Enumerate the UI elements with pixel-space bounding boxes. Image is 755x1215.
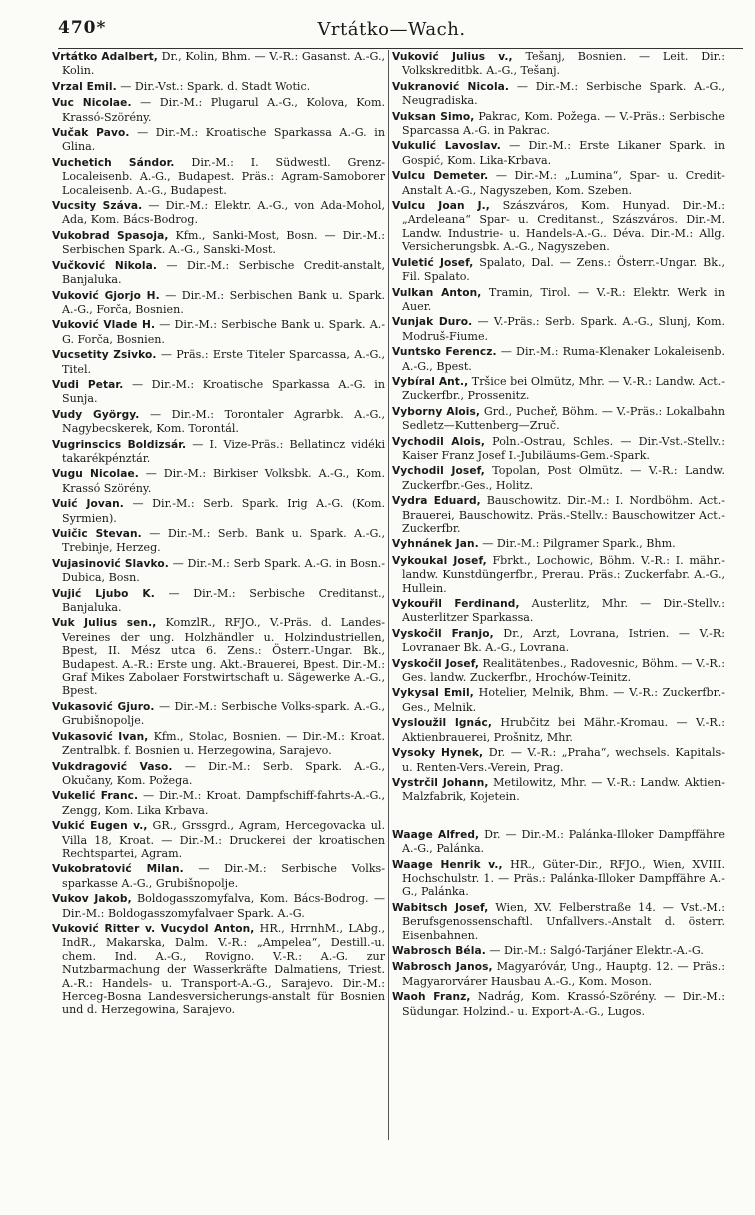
entry-name: Vychodil Alois, — [392, 435, 485, 448]
entry-name: Vulcu Joan J., — [392, 200, 490, 213]
directory-entry — [392, 464, 725, 492]
directory-entry — [52, 96, 385, 124]
directory-entry — [392, 50, 725, 78]
directory-entry — [392, 776, 725, 804]
entry-text: — I. Vize-Präs.: Bellatincz vidéki takarékpénztár. — [62, 437, 385, 465]
section-gap — [392, 806, 725, 828]
entry-name: Vugu Nicolae. — [52, 468, 139, 481]
entry-name: Vucsity Száva. — [52, 200, 143, 213]
directory-entry — [392, 435, 725, 463]
entry-text: Tršice bei Olmütz, Mhr. — V.-R.: Landw. Act.-Zuckerfbr., Prossenitz. — [402, 374, 725, 403]
directory-entry — [52, 438, 385, 466]
entry-name: Vukranović Nicola. — [392, 80, 510, 93]
entry-text: Tešanj, Bosnien. — Leit. Dir.: Volkskreditbk. A.-G., Tešanj. — [402, 50, 725, 78]
entry-name: Vysoky Hynek, — [392, 747, 484, 760]
directory-entry — [392, 286, 725, 314]
directory-entry — [52, 922, 385, 1017]
directory-entry — [52, 892, 385, 920]
directory-entry — [392, 80, 725, 108]
entry-name: Vukić Eugen v., — [52, 820, 148, 833]
entry-name: Vujić Ljubo K. — [52, 587, 155, 600]
directory-entry — [392, 828, 725, 856]
directory-entry — [52, 50, 385, 78]
entry-text: — Dir.-M.: Pilgramer Spark., Bhm. — [478, 537, 676, 551]
directory-entry — [52, 378, 385, 406]
entry-name: Waage Alfred, — [392, 828, 480, 841]
entry-name: Vuntsko Ferencz. — [392, 346, 497, 359]
entry-name: Wabrosch Janos, — [392, 961, 493, 974]
entry-name: Vuičic Stevan. — [52, 528, 142, 540]
entry-text: Realitätenbes., Radovesnic, Böhm. — V.-R.: Ges. landw. Zuckerfbr., Hrochów-Teinitz. — [402, 656, 725, 685]
directory-entry — [392, 901, 725, 942]
entry-name: Vuković Vlade H. — [52, 319, 156, 332]
entry-text: Pakrac, Kom. Požega. — V.-Präs.: Serbische Sparcassa A.-G. in Pakrac. — [402, 109, 725, 138]
entry-text: — Dir.-M.: Kroatische Sparkassa A.-G. in Sunja. — [62, 377, 385, 406]
entry-text: — Dir.-M.: Serbische Volks-spark. A.-G., Grubišnopolje. — [62, 699, 385, 728]
entry-name: Vulcu Demeter. — [392, 170, 489, 183]
entry-name: Vydra Eduard, — [392, 495, 481, 508]
entry-name: Vychodil Josef, — [392, 465, 485, 478]
entry-text: — Dir.-M.: Serb. Spark. Irig A.-G. (Kom. Syrmien). — [62, 497, 385, 525]
directory-entry — [52, 527, 385, 555]
entry-text: — Dir.-M.: Serb. Bank u. Spark. A.-G., Trebinje, Herzeg. — [62, 527, 385, 555]
directory-entry — [392, 716, 725, 744]
directory-entry — [392, 657, 725, 685]
entry-name: Vučković Nikola. — [52, 259, 157, 272]
entry-text: — Dir.-M.: Plugarul A.-G., Kolova, Kom. Krassó-Szörény. — [62, 96, 385, 124]
entry-text: Dr., Kolin, Bhm. — V.-R.: Gasanst. A.-G., Kolin. — [62, 50, 385, 78]
left-column — [52, 50, 385, 1205]
entry-text: Bauschowitz. Dir.-M.: I. Nordböhm. Act.-Brauerei, Bauschowitz. Präs.-Stellv.: Bauschowitzer Act.-Zuckerfbr. — [402, 494, 725, 535]
two-column-body — [52, 50, 742, 1205]
entry-text: Hrubčitz bei Mähr.-Kromau. — V.-R.: Aktienbrauerei, Prošnitz, Mhr. — [402, 716, 725, 744]
entry-name: Vyhnánek Jan. — [392, 538, 479, 551]
directory-entry — [52, 819, 385, 860]
entry-name: Vykouřil Ferdinand, — [392, 598, 520, 611]
right-w-entries — [392, 828, 725, 1018]
entry-name: Vulkan Anton, — [392, 286, 482, 299]
running-title: Vrtátko—Wach. — [317, 19, 466, 40]
entry-name: Vuković Gjorjo H. — [52, 289, 160, 302]
directory-entry — [392, 256, 725, 284]
directory-entry — [52, 348, 385, 376]
directory-entry — [392, 169, 725, 197]
entry-text: — V.-Präs.: Serb. Spark. A.-G., Slunj, Kom. Modruš-Fiume. — [402, 315, 725, 343]
entry-text: — Dir.-M.: Serbische Credit-anstalt, Banjaluka. — [62, 258, 385, 287]
directory-entry — [52, 289, 385, 317]
entry-name: Vucsetity Zsivko. — [52, 349, 157, 362]
entry-text: GR., Grssgrd., Agram, Hercegovacka ul. Villa 18, Kroat. — Dir.-M.: Druckerei der kroatischen Rechtspartei, Agram. — [62, 819, 385, 860]
entry-name: Vuletić Josef, — [392, 256, 474, 269]
entry-text: — Dir.-M.: Birkiser Volksbk. A.-G., Kom. Krassó Szörény. — [62, 467, 385, 495]
directory-entry — [52, 318, 385, 346]
entry-text: — Dir.-M.: Serb Spark. A.-G. in Bosn.-Dubica, Bosn. — [62, 556, 385, 585]
directory-entry — [392, 990, 725, 1018]
entry-text: Metilowitz, Mhr. — V.-R.: Landw. Aktien-Malzfabrik, Kojetein. — [402, 775, 725, 804]
directory-entry — [392, 746, 725, 774]
directory-entry — [52, 199, 385, 227]
directory-entry — [392, 597, 725, 625]
directory-entry — [392, 375, 725, 403]
directory-entry — [392, 139, 725, 167]
directory-entry — [52, 789, 385, 817]
directory-entry — [52, 229, 385, 257]
entry-text: — Dir.-M.: Serbische Volks-sparkasse A.-G., Grubišnopolje. — [62, 862, 385, 890]
entry-name: Waage Henrik v., — [392, 858, 503, 871]
entry-text: Fbrkt., Lochowic, Böhm. V.-R.: I. mähr.-landw. Kunstdüngerfbr., Prerau. Präs.: Zuckerfabr. A.-G., Hullein. — [402, 553, 725, 595]
entry-text: — Dir.-M.: Serbische Creditanst., Banjaluka. — [62, 586, 385, 615]
entry-name: Wabitsch Josef, — [392, 901, 489, 914]
entry-name: Vučak Pavo. — [52, 127, 130, 140]
directory-entry — [392, 405, 725, 433]
entry-text: Wien, XV. Felberstraße 14. — Vst.-M.: Berufsgenossenschaftl. Unfallvers.-Anstalt d. österr. Eisenbahnen. — [402, 900, 725, 942]
entry-text: — Dir.-M.: Serbischen Bank u. Spark. A.-G., Forča, Bosnien. — [62, 288, 385, 316]
directory-entry — [52, 80, 385, 94]
directory-entry — [52, 700, 385, 728]
entry-text: HR., Güter-Dir., RFJO., Wien, XVIII. Hochschulstr. 1. — Präs.: Palánka-Illoker Dampffähre A.-G., Palánka. — [402, 857, 725, 899]
column-divider — [388, 50, 389, 1140]
directory-entry — [392, 858, 725, 899]
entry-name: Vrzal Emil. — [52, 80, 117, 93]
directory-entry — [52, 616, 385, 697]
directory-entry — [392, 627, 725, 655]
entry-text: — Dir.-M.: Torontaler Agrarbk. A.-G., Nagybecskerek, Kom. Torontál. — [62, 407, 385, 436]
entry-name: Vuchetich Sándor. — [52, 156, 175, 169]
entry-name: Vyskočil Josef, — [392, 657, 479, 670]
directory-entry — [392, 494, 725, 535]
entry-name: Vyborny Alois, — [392, 405, 481, 418]
entry-name: Vukelić Franc. — [52, 790, 139, 803]
directory-entry — [392, 199, 725, 254]
entry-name: Vukasović Ivan, — [52, 730, 149, 743]
entry-name: Vykoukal Josef, — [392, 554, 487, 567]
entry-text: — Dir.-M.: Erste Likaner Spark. in Gospić, Kom. Lika-Krbava. — [402, 139, 725, 167]
entry-text: Kfm., Sanki-Most, Bosn. — Dir.-M.: Serbischen Spark. A.-G., Sanski-Most. — [62, 228, 385, 257]
entry-text: — Dir.-M.: Serbische Spark. A.-G., Neugradiska. — [402, 79, 725, 108]
entry-text: — Dir.-M.: Salgó-Tarjáner Elektr.-A.-G. — [485, 943, 704, 957]
right-v-entries — [392, 50, 725, 804]
page-header — [40, 12, 743, 46]
entry-name: Vuksan Simo, — [392, 110, 475, 123]
entry-name: Vrtátko Adalbert, — [52, 51, 158, 63]
entry-text: Topolan, Post Olmütz. — V.-R.: Landw. Zuckerfbr.-Ges., Holitz. — [402, 464, 725, 492]
entry-text: Hotelier, Melnik, Bhm. — V.-R.: Zuckerfbr.-Ges., Melnik. — [402, 686, 725, 714]
entry-name: Vugrinscics Boldizsár. — [52, 438, 187, 451]
directory-entry — [392, 315, 725, 343]
entry-name: Vukobratović Milan. — [52, 863, 184, 876]
entry-name: Vuić Jovan. — [52, 498, 124, 511]
entry-text: — Dir.-M.: Kroat. Dampfschiff-fahrts-A.-G., Zengg, Kom. Lika Krbava. — [62, 789, 385, 817]
entry-text: Spalato, Dal. — Zens.: Österr.-Ungar. Bk., Fil. Spalato. — [402, 255, 725, 284]
entry-name: Vukulić Lavoslav. — [392, 140, 501, 153]
directory-entry — [52, 730, 385, 758]
entry-text: — Dir.-M.: Serb. Spark. A.-G., Okučany, Kom. Požega. — [62, 759, 385, 787]
directory-entry — [52, 760, 385, 788]
entry-text: Dir.-M.: I. Südwestl. Grenz-Localeisenb. A.-G., Budapest. Präs.: Agram-Samoborer Localeisenb. A.-G., Budapest. — [62, 155, 385, 197]
directory-entry — [392, 944, 725, 958]
entry-name: Wabrosch Béla. — [392, 944, 486, 957]
entry-name: Vukasović Gjuro. — [52, 700, 155, 713]
entry-text: — Dir.-M.: Serbische Bank u. Spark. A.-G. Forča, Bosnien. — [62, 318, 385, 346]
entry-name: Vukobrad Spasoja, — [52, 229, 169, 242]
entry-name: Vukov Jakob, — [52, 893, 132, 906]
entry-name: Vyskočil Franjo, — [392, 627, 494, 640]
directory-entry — [392, 554, 725, 595]
directory-entry — [52, 557, 385, 585]
directory-entry — [392, 960, 725, 988]
entry-text: Kfm., Stolac, Bosnien. — Dir.-M.: Kroat. Zentralbk. f. Bosnien u. Herzegowina, Sarajevo. — [62, 729, 385, 758]
entry-text: — Präs.: Erste Titeler Sparcassa, A.-G., Titel. — [62, 348, 385, 376]
directory-entry — [52, 259, 385, 287]
directory-entry — [52, 408, 385, 436]
entry-text: HR., HrrnhM., LAbg., IndR., Makarska, Dalm. V.-R.: „Ampelea“, Destill.-u. chem. Ind. A.-G., Rovigno. V.-R.: A.-G. zur Nutzbarmachung der Wasserkräfte Dalmatiens, Triest. A.-R.: Handels- u. Transport-A.-G., Sarajevo. Dir.-M.: Herceg-Bosna Landesversicherungs-anstalt für Bosnien und d. Herzegowina, Sarajevo. — [62, 921, 385, 1017]
right-column — [392, 50, 725, 1205]
entry-text: Grd., Pucheř, Böhm. — V.-Präs.: Lokalbahn Sedletz—Kuttenberg—Zruč. — [402, 404, 725, 433]
directory-entry — [392, 345, 725, 373]
directory-entry — [52, 467, 385, 495]
entry-text: — Dir.-M.: Elektr. A.-G., von Ada-Mohol, Ada, Kom. Bács-Bodrog. — [62, 199, 385, 227]
directory-entry — [52, 587, 385, 615]
entry-text: Tramin, Tirol. — V.-R.: Elektr. Werk in Auer. — [402, 285, 725, 313]
entry-name: Vunjak Duro. — [392, 316, 473, 329]
directory-entry — [52, 862, 385, 890]
entry-text: Poln.-Ostrau, Schles. — Dir.-Vst.-Stellv.: Kaiser Franz Josef I.-Jubiläums-Gem.-Spark. — [402, 434, 725, 462]
entry-name: Vudi Petar. — [52, 378, 124, 391]
directory-entry — [392, 110, 725, 138]
entry-text: Boldogasszomyfalva, Kom. Bács-Bodrog. — Dir.-M.: Boldogasszomyfalvaer Spark. A.-G. — [62, 892, 385, 920]
entry-text: Dr. — V.-R.: „Praha“, wechsels. Kapitals- u. Renten-Vers.-Verein, Prag. — [402, 746, 725, 774]
entry-name: Vysloužil Ignác, — [392, 717, 492, 730]
entry-name: Vuković Julius v., — [392, 51, 513, 63]
entry-text: Nadrág, Kom. Krassó-Szörény. — Dir.-M.: Südungar. Holzind.- u. Export-A.-G., Lugos. — [402, 990, 725, 1018]
directory-entry — [52, 156, 385, 197]
page-number: 470* — [58, 18, 107, 38]
entry-text: Szászváros, Kom. Hunyad. Dir.-M.: „Ardeleana“ Spar- u. Creditanst., Szászváros. Dir.-M. Landw. Industrie- u. Handels-A.-G.. Déva. Dir.-M.: Allg. Versicherungsbk. A.-G., Nagyszeben. — [402, 199, 725, 254]
entry-name: Vuc Nicolae. — [52, 97, 132, 110]
entry-name: Vuk Julius sen., — [52, 617, 157, 630]
entry-text: Dr., Arzt, Lovrana, Istrien. — V.-R: Lovranaer Bk. A.-G., Lovrana. — [402, 626, 725, 655]
directory-entry — [52, 126, 385, 154]
header-rule — [58, 48, 743, 49]
entry-name: Vuković Ritter v. Vucydol Anton, — [52, 922, 255, 935]
entry-text: Dr. — Dir.-M.: Palánka-Illoker Dampffähre A.-G., Palánka. — [402, 827, 725, 856]
entry-name: Waoh Franz, — [392, 991, 471, 1004]
entry-text: — Dir.-M.: Ruma-Klenaker Lokaleisenb. A.-G., Bpest. — [402, 345, 725, 373]
entry-name: Vystrčil Johann, — [392, 776, 489, 789]
entry-text: KomzlR., RFJO., V.-Präs. d. Landes-Vereines der ung. Holzhändler u. Holzindustriellen, Bpest, II. Mész utca 6. Zens.: Österr.-Ungar. Bk., Budapest. A.-R.: Erste ung. Akt.-Brauerei, Bpest. Dir.-M.: Graf Mikes Zabolaer Forstwirtschaft u. Sägewerke A.-G., Bpest. — [62, 616, 385, 698]
entry-name: Vykysal Emil, — [392, 687, 474, 700]
entry-name: Vudy György. — [52, 408, 140, 421]
entry-name: Vukdragović Vaso. — [52, 760, 173, 773]
entry-text: — Dir.-M.: Kroatische Sparkassa A.-G. in Glina. — [62, 126, 385, 154]
entry-text: — Dir.-Vst.: Spark. d. Stadt Wotic. — [116, 79, 311, 93]
entry-text: — Dir.-M.: „Lumina“, Spar- u. Credit-Anstalt A.-G., Nagyszeben, Kom. Szeben. — [402, 169, 725, 197]
entry-text: Austerlitz, Mhr. — Dir.-Stellv.: Austerlitzer Sparkassa. — [402, 597, 725, 625]
entry-name: Vujasinović Slavko. — [52, 557, 169, 570]
directory-entry — [392, 686, 725, 714]
directory-entry — [52, 497, 385, 525]
entry-text: Magyaróvár, Ung., Hauptg. 12. — Präs.: Magyarorvárer Hausbau A.-G., Kom. Moson. — [402, 960, 725, 988]
directory-entry — [392, 537, 725, 551]
entry-name: Vybíral Ant., — [392, 375, 469, 388]
